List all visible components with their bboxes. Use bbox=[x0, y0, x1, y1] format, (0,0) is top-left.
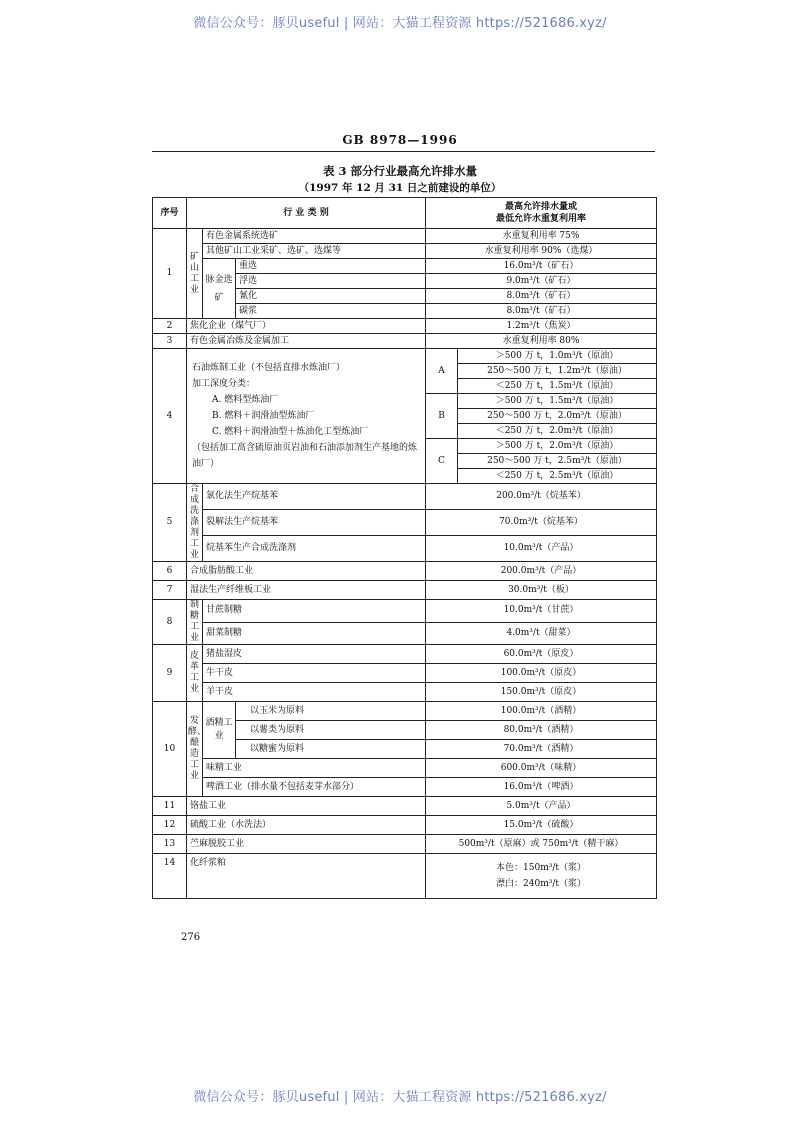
value-cell: 水重复利用率 90%（选煤） bbox=[426, 244, 657, 259]
row-no: 1 bbox=[153, 229, 187, 319]
value-cell: 水重复利用率 80% bbox=[426, 334, 657, 349]
value-cell: ＜250 万 t，2.0m³/t（原油） bbox=[458, 424, 657, 439]
group-label: 合成洗涤剂工业 bbox=[187, 484, 203, 562]
industry-cell: 氯化法生产烷基苯 bbox=[203, 484, 426, 510]
industry-cell: 合成脂肪酸工业 bbox=[187, 562, 426, 581]
industry-cell: 有色金属冶炼及金属加工 bbox=[187, 334, 426, 349]
value-cell: 8.0m³/t（矿石） bbox=[426, 289, 657, 304]
group-label: 皮革工业 bbox=[187, 645, 203, 702]
value-cell: 10.0m³/t（产品） bbox=[426, 536, 657, 562]
petroleum-line: C. 燃料＋润滑油型＋炼油化工型炼油厂 bbox=[212, 427, 369, 437]
row-no: 5 bbox=[153, 484, 187, 562]
row-no: 8 bbox=[153, 600, 187, 645]
industry-cell: 重选 bbox=[236, 259, 426, 274]
row-no: 12 bbox=[153, 816, 187, 835]
value-cell: 9.0m³/t（矿石） bbox=[426, 274, 657, 289]
value-cell: 15.0m³/t（硫酸） bbox=[426, 816, 657, 835]
table-row bbox=[153, 702, 657, 721]
class-label: B bbox=[426, 394, 458, 439]
table-title: 表 3 部分行业最高允许排水量 bbox=[322, 164, 477, 178]
table-row bbox=[153, 835, 657, 854]
value-cell: 600.0m³/t（味精） bbox=[426, 759, 657, 778]
industry-cell: 以玉米为原料 bbox=[236, 702, 426, 721]
row-no: 3 bbox=[153, 334, 187, 349]
value-cell: 8.0m³/t（矿石） bbox=[426, 304, 657, 319]
industry-cell: 化纤浆粕 bbox=[187, 854, 426, 899]
row-no: 2 bbox=[153, 319, 187, 334]
sub-group-label: 脉金选矿 bbox=[203, 259, 236, 319]
table-row bbox=[153, 645, 657, 664]
industry-cell: 甜菜制糖 bbox=[203, 622, 426, 645]
value-cell: 10.0m³/t（甘蔗） bbox=[426, 600, 657, 623]
value-cell bbox=[426, 854, 657, 899]
value-cell: 200.0m³/t（烷基苯） bbox=[426, 484, 657, 510]
value-line: 漂白：240m³/t（浆） bbox=[496, 879, 586, 889]
industry-cell: 甘蔗制糖 bbox=[203, 600, 426, 623]
table-row bbox=[153, 622, 657, 645]
standard-code: GB 8978—1996 bbox=[342, 133, 458, 147]
industry-cell: 焦化企业（煤气厂） bbox=[187, 319, 426, 334]
industry-cell: 啤酒工业（排水量不包括麦芽水部分） bbox=[203, 778, 426, 797]
value-cell: 250～500 万 t，2.0m³/t（原油） bbox=[458, 409, 657, 424]
header-industry: 行 业 类 别 bbox=[187, 198, 426, 229]
row-no: 4 bbox=[153, 349, 187, 484]
row-no: 14 bbox=[153, 854, 187, 899]
industry-cell: 以薯类为原料 bbox=[236, 721, 426, 740]
petroleum-line: （包括加工高含硫原油页岩油和石油添加剂生产基地的炼油厂） bbox=[192, 443, 418, 469]
row-no: 13 bbox=[153, 835, 187, 854]
industry-cell: 氰化 bbox=[236, 289, 426, 304]
value-cell: 80.0m³/t（酒精） bbox=[426, 721, 657, 740]
value-cell: 250～500 万 t，1.2m³/t（原油） bbox=[458, 364, 657, 379]
class-label: C bbox=[426, 439, 458, 484]
industry-cell: 湿法生产纤维板工业 bbox=[187, 581, 426, 600]
value-cell: 500m³/t（原麻）或 750m³/t（精干麻） bbox=[426, 835, 657, 854]
value-cell: 70.0m³/t（烷基苯） bbox=[426, 510, 657, 536]
header-rule bbox=[152, 151, 655, 152]
table-row bbox=[153, 349, 657, 364]
table-row bbox=[153, 510, 657, 536]
industry-cell-petroleum bbox=[187, 349, 426, 484]
table-row bbox=[153, 854, 657, 899]
table-row bbox=[153, 536, 657, 562]
header-value bbox=[426, 198, 657, 229]
table-row bbox=[153, 229, 657, 244]
row-no: 6 bbox=[153, 562, 187, 581]
group-label: 制糖工业 bbox=[187, 600, 203, 645]
value-cell: 100.0m³/t（酒精） bbox=[426, 702, 657, 721]
petroleum-line: 加工深度分类： bbox=[192, 379, 256, 389]
value-cell: 16.0m³/t（矿石） bbox=[426, 259, 657, 274]
table-row bbox=[153, 683, 657, 702]
value-cell: ＜250 万 t，1.5m³/t（原油） bbox=[458, 379, 657, 394]
value-cell: 16.0m³/t（啤酒） bbox=[426, 778, 657, 797]
value-cell: ＜250 万 t，2.5m³/t（原油） bbox=[458, 469, 657, 484]
group-label: 发酵、酿造工业 bbox=[187, 702, 203, 797]
table-row bbox=[153, 562, 657, 581]
table-row bbox=[153, 259, 657, 274]
value-cell: 200.0m³/t（产品） bbox=[426, 562, 657, 581]
table-row bbox=[153, 581, 657, 600]
industry-cell: 浮选 bbox=[236, 274, 426, 289]
value-cell: 水重复利用率 75% bbox=[426, 229, 657, 244]
value-cell: 30.0m³/t（板） bbox=[426, 581, 657, 600]
header-value-line1: 最高允许排水量或 bbox=[505, 202, 578, 212]
row-no: 7 bbox=[153, 581, 187, 600]
row-no: 9 bbox=[153, 645, 187, 702]
value-cell: 1.2m³/t（焦炭） bbox=[426, 319, 657, 334]
table-row bbox=[153, 319, 657, 334]
watermark-bottom: 微信公众号：豚贝useful | 网站：大猫工程资源 https://521686.xyz/ bbox=[193, 1090, 607, 1105]
table-row bbox=[153, 797, 657, 816]
table-subtitle: （1997 年 12 月 31 日之前建设的单位） bbox=[298, 182, 502, 194]
table-row bbox=[153, 600, 657, 623]
industry-cell: 烷基苯生产合成洗涤剂 bbox=[203, 536, 426, 562]
watermark-top: 微信公众号：豚贝useful | 网站：大猫工程资源 https://521686.xyz/ bbox=[193, 16, 607, 31]
industry-cell: 苎麻脱胶工业 bbox=[187, 835, 426, 854]
table-header-row bbox=[153, 198, 657, 229]
table-row bbox=[153, 244, 657, 259]
table-row bbox=[153, 759, 657, 778]
value-cell: 150.0m³/t（原皮） bbox=[426, 683, 657, 702]
industry-cell: 碳浆 bbox=[236, 304, 426, 319]
header-value-line2: 最低允许水重复利用率 bbox=[496, 214, 587, 224]
table-row bbox=[153, 816, 657, 835]
header-no: 序号 bbox=[153, 198, 187, 229]
value-cell: 60.0m³/t（原皮） bbox=[426, 645, 657, 664]
industry-cell: 味精工业 bbox=[203, 759, 426, 778]
row-no: 11 bbox=[153, 797, 187, 816]
petroleum-line: 石油炼制工业（不包括直排水炼油厂） bbox=[192, 363, 346, 373]
value-cell: 4.0m³/t（甜菜） bbox=[426, 622, 657, 645]
value-cell: ＞500 万 t，1.5m³/t（原油） bbox=[458, 394, 657, 409]
sub-group-label: 酒精工业 bbox=[203, 702, 236, 759]
table-row bbox=[153, 778, 657, 797]
table-row bbox=[153, 484, 657, 510]
class-label: A bbox=[426, 349, 458, 394]
row-no: 10 bbox=[153, 702, 187, 797]
industry-cell: 猪盐湿皮 bbox=[203, 645, 426, 664]
industry-cell: 以糖蜜为原料 bbox=[236, 740, 426, 759]
industry-cell: 牛干皮 bbox=[203, 664, 426, 683]
industry-cell: 硫酸工业（水洗法） bbox=[187, 816, 426, 835]
discharge-table bbox=[152, 197, 657, 899]
industry-cell: 铬盐工业 bbox=[187, 797, 426, 816]
table-row bbox=[153, 664, 657, 683]
value-cell: 100.0m³/t（原皮） bbox=[426, 664, 657, 683]
table-row bbox=[153, 334, 657, 349]
petroleum-line: B. 燃料＋润滑油型炼油厂 bbox=[212, 411, 315, 421]
value-cell: ＞500 万 t，2.0m³/t（原油） bbox=[458, 439, 657, 454]
petroleum-line: A. 燃料型炼油厂 bbox=[212, 395, 279, 405]
industry-cell: 其他矿山工业采矿、选矿、选煤等 bbox=[203, 244, 426, 259]
value-cell: 70.0m³/t（酒精） bbox=[426, 740, 657, 759]
industry-cell: 羊干皮 bbox=[203, 683, 426, 702]
value-cell: 5.0m³/t（产品） bbox=[426, 797, 657, 816]
page-number: 276 bbox=[181, 932, 201, 943]
industry-cell: 裂解法生产烷基苯 bbox=[203, 510, 426, 536]
value-cell: ＞500 万 t，1.0m³/t（原油） bbox=[458, 349, 657, 364]
group-label: 矿山工业 bbox=[187, 229, 203, 319]
value-cell: 250～500 万 t，2.5m³/t（原油） bbox=[458, 454, 657, 469]
value-line: 本色：150m³/t（浆） bbox=[496, 863, 586, 873]
industry-cell: 有色金属系统选矿 bbox=[203, 229, 426, 244]
